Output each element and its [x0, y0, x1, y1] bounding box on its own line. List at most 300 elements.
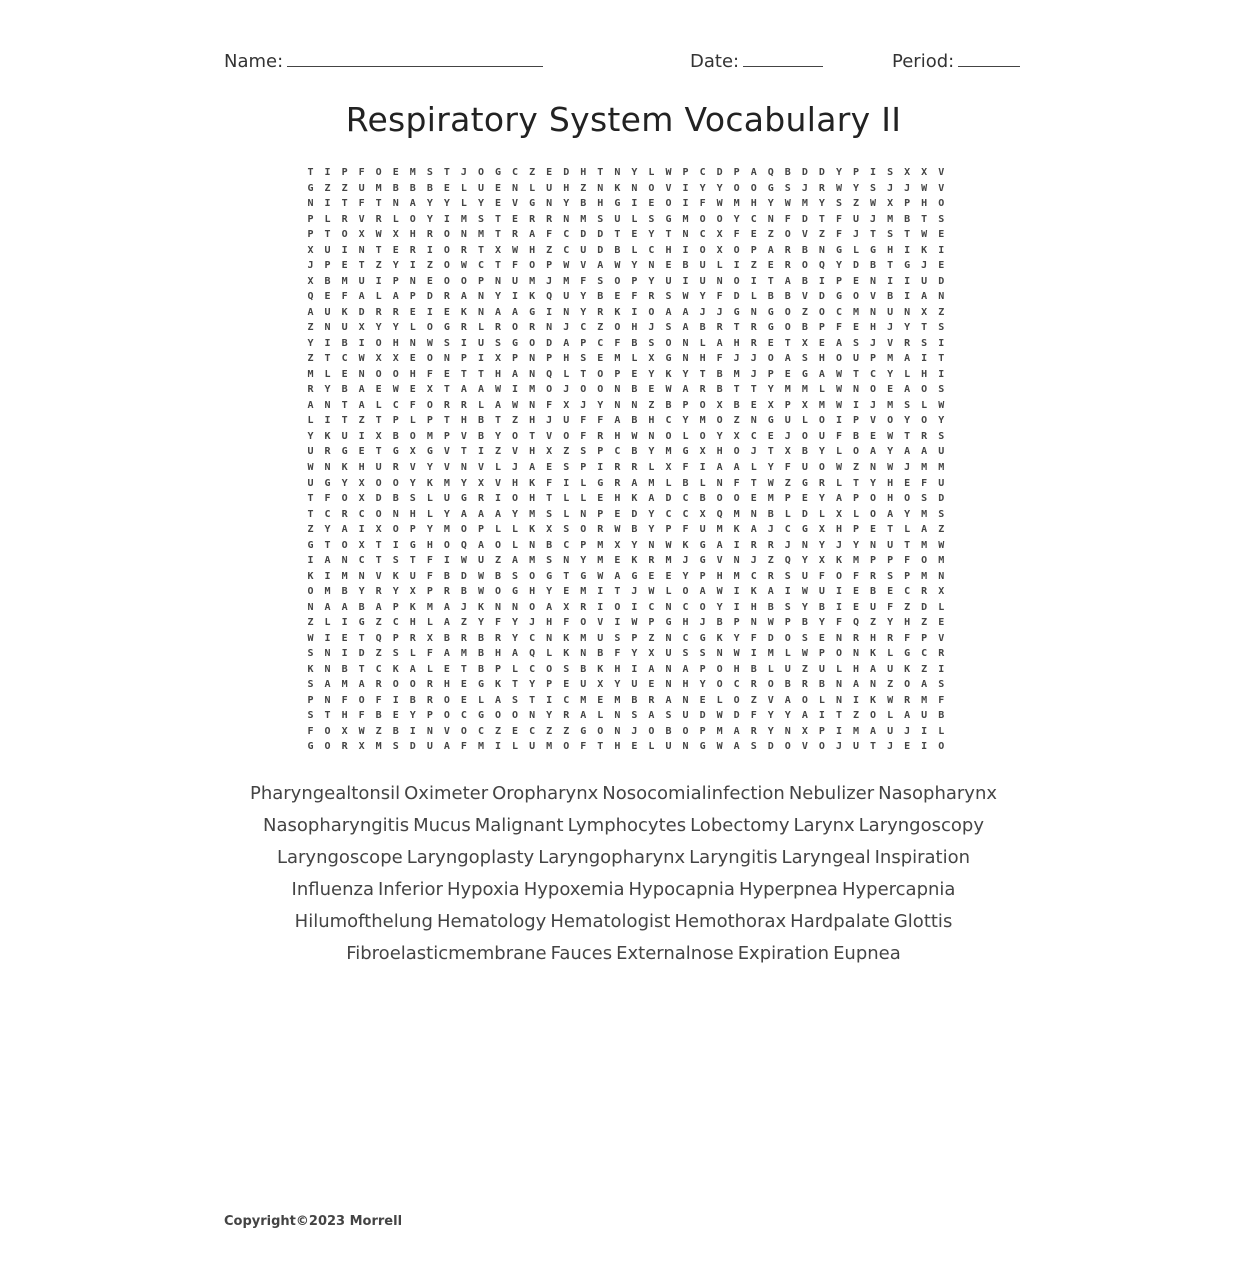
grid-letter[interactable]: N — [665, 679, 672, 691]
grid-letter[interactable]: H — [648, 415, 655, 427]
grid-letter[interactable]: Z — [307, 353, 314, 365]
grid-letter[interactable]: P — [870, 555, 877, 567]
grid-letter[interactable]: B — [392, 493, 399, 505]
grid-letter[interactable]: N — [597, 182, 604, 194]
grid-letter[interactable]: S — [563, 663, 570, 675]
grid-letter[interactable]: H — [870, 632, 877, 644]
grid-letter[interactable]: G — [307, 741, 314, 753]
grid-letter[interactable]: L — [392, 213, 399, 225]
grid-letter[interactable]: E — [358, 446, 365, 458]
grid-letter[interactable]: G — [546, 570, 553, 582]
grid-letter[interactable]: R — [409, 632, 416, 644]
grid-letter[interactable]: Y — [818, 198, 825, 210]
grid-letter[interactable]: Q — [460, 539, 467, 551]
grid-letter[interactable]: N — [733, 555, 740, 567]
grid-letter[interactable]: G — [495, 167, 502, 178]
grid-letter[interactable]: A — [495, 306, 502, 318]
grid-letter[interactable]: T — [597, 167, 604, 178]
grid-letter[interactable]: Y — [818, 493, 825, 505]
grid-letter[interactable]: I — [750, 275, 757, 287]
grid-letter[interactable]: L — [887, 710, 894, 722]
grid-letter[interactable]: T — [341, 415, 348, 427]
grid-letter[interactable]: M — [784, 384, 791, 396]
grid-letter[interactable]: N — [614, 167, 621, 178]
grid-letter[interactable]: N — [358, 244, 365, 256]
grid-letter[interactable]: O — [818, 415, 825, 427]
grid-letter[interactable]: S — [477, 213, 484, 225]
grid-letter[interactable]: L — [375, 291, 382, 303]
grid-letter[interactable]: E — [409, 353, 416, 365]
grid-letter[interactable]: O — [375, 477, 382, 489]
grid-letter[interactable]: S — [392, 555, 399, 567]
grid-letter[interactable]: O — [784, 741, 791, 753]
grid-letter[interactable]: V — [358, 213, 365, 225]
grid-letter[interactable]: X — [409, 446, 416, 458]
grid-letter[interactable]: N — [750, 415, 757, 427]
grid-letter[interactable]: X — [358, 539, 365, 551]
grid-letter[interactable]: Z — [870, 617, 877, 629]
grid-letter[interactable]: Y — [648, 524, 655, 536]
grid-letter[interactable]: M — [852, 306, 860, 318]
grid-letter[interactable]: P — [580, 539, 587, 551]
grid-letter[interactable]: A — [341, 601, 348, 613]
grid-letter[interactable]: P — [460, 353, 467, 365]
grid-letter[interactable]: L — [699, 477, 706, 489]
grid-letter[interactable]: J — [563, 384, 570, 396]
grid-letter[interactable]: U — [665, 275, 672, 287]
grid-letter[interactable]: T — [767, 446, 774, 458]
grid-letter[interactable]: S — [938, 384, 945, 396]
grid-letter[interactable]: I — [477, 353, 484, 365]
grid-letter[interactable]: F — [631, 291, 638, 303]
grid-letter[interactable]: I — [495, 741, 502, 753]
grid-letter[interactable]: U — [921, 275, 928, 287]
grid-letter[interactable]: V — [870, 415, 877, 427]
grid-letter[interactable]: V — [870, 291, 877, 303]
grid-letter[interactable]: L — [682, 430, 689, 442]
grid-letter[interactable]: Y — [699, 679, 706, 691]
grid-letter[interactable]: Y — [443, 198, 450, 210]
grid-letter[interactable]: S — [512, 694, 519, 706]
period-field[interactable] — [892, 48, 1020, 72]
grid-letter[interactable]: D — [426, 291, 433, 303]
grid-letter[interactable]: F — [307, 725, 314, 737]
grid-letter[interactable]: S — [921, 337, 928, 349]
grid-letter[interactable]: M — [852, 725, 860, 737]
grid-letter[interactable]: E — [904, 741, 911, 753]
grid-letter[interactable]: E — [392, 244, 399, 256]
grid-letter[interactable]: Y — [818, 617, 825, 629]
grid-letter[interactable]: A — [443, 741, 450, 753]
grid-letter[interactable]: A — [716, 462, 723, 473]
grid-letter[interactable]: K — [733, 524, 740, 536]
grid-letter[interactable]: G — [665, 353, 672, 365]
grid-letter[interactable]: I — [597, 462, 604, 473]
grid-letter[interactable]: C — [733, 679, 740, 691]
grid-letter[interactable]: I — [324, 632, 331, 644]
grid-letter[interactable]: I — [818, 710, 825, 722]
grid-letter[interactable]: A — [682, 384, 689, 396]
grid-letter[interactable]: U — [665, 741, 672, 753]
grid-letter[interactable]: B — [818, 601, 825, 613]
grid-letter[interactable]: T — [375, 555, 382, 567]
grid-letter[interactable]: P — [852, 415, 860, 427]
grid-letter[interactable]: O — [443, 229, 450, 241]
grid-letter[interactable]: C — [614, 446, 621, 458]
grid-letter[interactable]: O — [341, 539, 348, 551]
grid-letter[interactable]: E — [443, 368, 450, 380]
grid-letter[interactable]: S — [563, 462, 570, 473]
grid-letter[interactable]: X — [392, 353, 399, 365]
grid-letter[interactable]: S — [887, 229, 894, 241]
grid-letter[interactable]: Y — [682, 368, 689, 380]
grid-letter[interactable]: W — [460, 260, 467, 272]
grid-letter[interactable]: U — [358, 275, 365, 287]
grid-letter[interactable]: I — [631, 663, 638, 675]
grid-letter[interactable]: M — [580, 694, 587, 706]
grid-letter[interactable]: L — [938, 725, 945, 737]
grid-letter[interactable]: Y — [904, 415, 911, 427]
grid-letter[interactable]: G — [699, 741, 706, 753]
grid-letter[interactable]: E — [767, 337, 774, 349]
grid-letter[interactable]: F — [784, 213, 791, 225]
grid-letter[interactable]: D — [716, 167, 723, 178]
grid-letter[interactable]: Z — [563, 725, 570, 737]
grid-letter[interactable]: F — [887, 601, 894, 613]
grid-letter[interactable]: D — [852, 260, 860, 272]
grid-letter[interactable]: L — [818, 508, 825, 520]
grid-letter[interactable]: N — [529, 368, 536, 380]
grid-letter[interactable]: O — [495, 539, 502, 551]
grid-letter[interactable]: Q — [818, 260, 825, 272]
grid-letter[interactable]: Q — [529, 648, 536, 660]
grid-letter[interactable]: Y — [648, 368, 655, 380]
grid-letter[interactable]: A — [733, 462, 740, 473]
grid-letter[interactable]: F — [904, 555, 911, 567]
grid-letter[interactable]: M — [665, 446, 672, 458]
grid-letter[interactable]: P — [426, 586, 433, 598]
grid-letter[interactable]: G — [801, 477, 808, 489]
grid-letter[interactable]: G — [477, 679, 484, 691]
grid-letter[interactable]: S — [546, 555, 553, 567]
grid-letter[interactable]: S — [801, 353, 808, 365]
grid-letter[interactable]: P — [665, 524, 672, 536]
grid-letter[interactable]: O — [921, 415, 928, 427]
grid-letter[interactable]: U — [938, 446, 945, 458]
grid-letter[interactable]: I — [358, 524, 365, 536]
grid-letter[interactable]: J — [904, 462, 911, 473]
grid-letter[interactable]: X — [477, 477, 484, 489]
grid-letter[interactable]: E — [597, 353, 604, 365]
grid-letter[interactable]: E — [426, 275, 433, 287]
grid-letter[interactable]: J — [580, 399, 587, 411]
grid-letter[interactable]: S — [904, 399, 911, 411]
grid-letter[interactable]: S — [921, 493, 928, 505]
grid-letter[interactable]: I — [443, 555, 450, 567]
grid-letter[interactable]: T — [443, 384, 450, 396]
grid-letter[interactable]: X — [716, 229, 723, 241]
grid-letter[interactable]: Z — [341, 182, 348, 194]
grid-letter[interactable]: W — [563, 260, 570, 272]
grid-letter[interactable]: T — [614, 229, 621, 241]
grid-letter[interactable]: C — [341, 353, 348, 365]
grid-letter[interactable]: B — [801, 617, 808, 629]
grid-letter[interactable]: N — [631, 399, 638, 411]
grid-letter[interactable]: Z — [784, 477, 791, 489]
grid-letter[interactable]: D — [358, 306, 365, 318]
grid-letter[interactable]: P — [699, 725, 706, 737]
grid-letter[interactable]: J — [750, 446, 757, 458]
grid-letter[interactable]: T — [443, 167, 450, 178]
grid-letter[interactable]: O — [818, 306, 825, 318]
grid-letter[interactable]: N — [546, 632, 553, 644]
grid-letter[interactable]: O — [750, 182, 757, 194]
grid-letter[interactable]: P — [733, 167, 740, 178]
grid-letter[interactable]: B — [631, 446, 638, 458]
grid-letter[interactable]: F — [341, 694, 348, 706]
grid-letter[interactable]: R — [512, 229, 519, 241]
grid-letter[interactable]: M — [580, 632, 587, 644]
grid-letter[interactable]: T — [580, 368, 587, 380]
grid-letter[interactable]: Y — [648, 275, 655, 287]
grid-letter[interactable]: Z — [801, 663, 808, 675]
grid-letter[interactable]: U — [409, 570, 416, 582]
grid-letter[interactable]: O — [614, 322, 621, 334]
grid-letter[interactable]: P — [614, 368, 621, 380]
grid-letter[interactable]: E — [631, 741, 638, 753]
grid-letter[interactable]: T — [750, 384, 757, 396]
grid-letter[interactable]: A — [307, 399, 314, 411]
grid-letter[interactable]: N — [409, 337, 416, 349]
grid-letter[interactable]: H — [921, 368, 928, 380]
grid-letter[interactable]: A — [597, 260, 604, 272]
grid-letter[interactable]: X — [648, 353, 655, 365]
grid-letter[interactable]: O — [512, 710, 519, 722]
grid-letter[interactable]: I — [495, 493, 502, 505]
grid-letter[interactable]: O — [852, 291, 860, 303]
grid-letter[interactable]: Y — [495, 291, 502, 303]
grid-letter[interactable]: B — [409, 182, 416, 194]
grid-letter[interactable]: Y — [716, 430, 723, 442]
grid-letter[interactable]: C — [750, 213, 757, 225]
grid-letter[interactable]: R — [324, 446, 331, 458]
grid-letter[interactable]: O — [733, 244, 740, 256]
grid-letter[interactable]: H — [716, 570, 723, 582]
grid-letter[interactable]: F — [835, 430, 842, 442]
grid-letter[interactable]: I — [409, 260, 416, 272]
grid-letter[interactable]: L — [904, 524, 911, 536]
grid-letter[interactable]: W — [358, 353, 365, 365]
grid-letter[interactable]: M — [682, 213, 689, 225]
grid-letter[interactable]: F — [375, 694, 382, 706]
grid-letter[interactable]: I — [358, 337, 365, 349]
grid-letter[interactable]: H — [341, 710, 348, 722]
grid-letter[interactable]: Y — [852, 539, 860, 551]
grid-letter[interactable]: O — [733, 493, 740, 505]
grid-letter[interactable]: E — [495, 182, 502, 194]
grid-letter[interactable]: G — [767, 306, 774, 318]
grid-letter[interactable]: A — [477, 539, 484, 551]
grid-letter[interactable]: D — [733, 710, 740, 722]
grid-letter[interactable]: K — [904, 663, 911, 675]
grid-letter[interactable]: K — [870, 694, 877, 706]
grid-letter[interactable]: X — [818, 524, 825, 536]
grid-letter[interactable]: X — [887, 198, 894, 210]
grid-letter[interactable]: T — [887, 260, 894, 272]
grid-letter[interactable]: P — [904, 198, 911, 210]
grid-letter[interactable]: B — [392, 182, 399, 194]
grid-letter[interactable]: L — [426, 617, 433, 629]
grid-letter[interactable]: S — [870, 182, 877, 194]
grid-letter[interactable]: N — [614, 384, 621, 396]
grid-letter[interactable]: G — [665, 617, 672, 629]
grid-letter[interactable]: U — [324, 244, 331, 256]
grid-letter[interactable]: I — [341, 648, 348, 660]
grid-letter[interactable]: W — [307, 632, 314, 644]
grid-letter[interactable]: R — [392, 306, 399, 318]
grid-letter[interactable]: C — [750, 430, 757, 442]
grid-letter[interactable]: E — [460, 694, 467, 706]
grid-letter[interactable]: B — [341, 586, 348, 598]
grid-letter[interactable]: T — [938, 353, 945, 365]
grid-letter[interactable]: I — [835, 725, 842, 737]
grid-letter[interactable]: E — [324, 291, 331, 303]
grid-letter[interactable]: A — [477, 384, 484, 396]
grid-letter[interactable]: O — [614, 275, 621, 287]
grid-letter[interactable]: R — [716, 322, 723, 334]
grid-letter[interactable]: V — [801, 229, 808, 241]
grid-letter[interactable]: D — [699, 710, 706, 722]
grid-letter[interactable]: E — [512, 725, 519, 737]
grid-letter[interactable]: J — [546, 415, 553, 427]
grid-letter[interactable]: N — [512, 601, 519, 613]
grid-letter[interactable]: A — [392, 291, 399, 303]
grid-letter[interactable]: Z — [750, 260, 757, 272]
grid-letter[interactable]: H — [631, 322, 638, 334]
grid-letter[interactable]: T — [852, 477, 860, 489]
grid-letter[interactable]: B — [426, 182, 433, 194]
grid-letter[interactable]: T — [324, 539, 331, 551]
grid-letter[interactable]: N — [682, 694, 689, 706]
grid-letter[interactable]: B — [818, 679, 825, 691]
grid-letter[interactable]: W — [392, 384, 399, 396]
grid-letter[interactable]: H — [409, 368, 416, 380]
grid-letter[interactable]: L — [716, 694, 723, 706]
grid-letter[interactable]: J — [750, 353, 757, 365]
grid-letter[interactable]: A — [904, 446, 911, 458]
grid-letter[interactable]: K — [921, 244, 928, 256]
grid-letter[interactable]: O — [512, 322, 519, 334]
grid-letter[interactable]: Z — [495, 446, 502, 458]
grid-letter[interactable]: S — [648, 213, 655, 225]
grid-letter[interactable]: V — [801, 741, 808, 753]
grid-letter[interactable]: P — [426, 710, 433, 722]
grid-letter[interactable]: J — [921, 260, 928, 272]
grid-letter[interactable]: O — [426, 353, 433, 365]
grid-letter[interactable]: A — [852, 679, 860, 691]
grid-letter[interactable]: J — [750, 555, 757, 567]
grid-letter[interactable]: X — [426, 632, 433, 644]
grid-letter[interactable]: O — [529, 601, 536, 613]
grid-letter[interactable]: A — [835, 337, 842, 349]
grid-letter[interactable]: R — [477, 493, 484, 505]
grid-letter[interactable]: U — [512, 275, 519, 287]
grid-letter[interactable]: O — [341, 493, 348, 505]
grid-letter[interactable]: A — [529, 462, 536, 473]
grid-letter[interactable]: N — [529, 539, 536, 551]
grid-letter[interactable]: H — [495, 648, 502, 660]
grid-letter[interactable]: C — [460, 710, 467, 722]
grid-letter[interactable]: W — [835, 462, 842, 473]
grid-letter[interactable]: Y — [477, 617, 484, 629]
grid-letter[interactable]: S — [938, 213, 945, 225]
grid-letter[interactable]: F — [580, 741, 587, 753]
grid-letter[interactable]: C — [375, 663, 382, 675]
grid-letter[interactable]: Y — [631, 167, 638, 178]
grid-letter[interactable]: N — [580, 648, 587, 660]
grid-letter[interactable]: Y — [767, 462, 774, 473]
grid-letter[interactable]: O — [870, 384, 877, 396]
grid-letter[interactable]: U — [375, 462, 382, 473]
grid-letter[interactable]: N — [324, 694, 331, 706]
grid-letter[interactable]: X — [341, 725, 348, 737]
grid-letter[interactable]: R — [852, 632, 860, 644]
grid-letter[interactable]: P — [682, 167, 689, 178]
grid-letter[interactable]: N — [631, 182, 638, 194]
grid-letter[interactable]: T — [699, 368, 706, 380]
grid-letter[interactable]: A — [580, 710, 587, 722]
grid-letter[interactable]: A — [921, 524, 928, 536]
grid-letter[interactable]: Y — [938, 415, 945, 427]
grid-letter[interactable]: O — [887, 415, 894, 427]
grid-letter[interactable]: H — [887, 477, 894, 489]
grid-letter[interactable]: X — [546, 446, 553, 458]
grid-letter[interactable]: X — [358, 322, 365, 334]
grid-letter[interactable]: O — [375, 368, 382, 380]
grid-letter[interactable]: B — [716, 384, 723, 396]
grid-letter[interactable]: M — [307, 368, 314, 380]
grid-letter[interactable]: A — [648, 493, 655, 505]
grid-letter[interactable]: G — [443, 322, 450, 334]
grid-letter[interactable]: O — [495, 710, 502, 722]
grid-letter[interactable]: O — [495, 586, 502, 598]
grid-letter[interactable]: F — [682, 462, 689, 473]
grid-letter[interactable]: C — [665, 415, 672, 427]
grid-letter[interactable]: J — [699, 306, 706, 318]
grid-letter[interactable]: F — [835, 229, 842, 241]
grid-letter[interactable]: W — [921, 182, 928, 194]
grid-letter[interactable]: Y — [426, 524, 433, 536]
grid-letter[interactable]: D — [938, 493, 945, 505]
grid-letter[interactable]: Z — [512, 415, 519, 427]
grid-letter[interactable]: E — [852, 275, 860, 287]
grid-letter[interactable]: A — [750, 167, 757, 178]
grid-letter[interactable]: V — [580, 260, 587, 272]
grid-letter[interactable]: S — [580, 353, 587, 365]
grid-letter[interactable]: N — [750, 617, 757, 629]
grid-letter[interactable]: F — [546, 477, 553, 489]
grid-letter[interactable]: H — [921, 198, 928, 210]
grid-letter[interactable]: L — [887, 648, 894, 660]
grid-letter[interactable]: E — [443, 182, 450, 194]
grid-letter[interactable]: P — [477, 275, 484, 287]
grid-letter[interactable]: E — [546, 167, 553, 178]
grid-letter[interactable]: T — [341, 198, 348, 210]
grid-letter[interactable]: L — [665, 477, 672, 489]
grid-letter[interactable]: D — [580, 229, 587, 241]
grid-letter[interactable]: H — [750, 601, 757, 613]
grid-letter[interactable]: C — [563, 229, 570, 241]
